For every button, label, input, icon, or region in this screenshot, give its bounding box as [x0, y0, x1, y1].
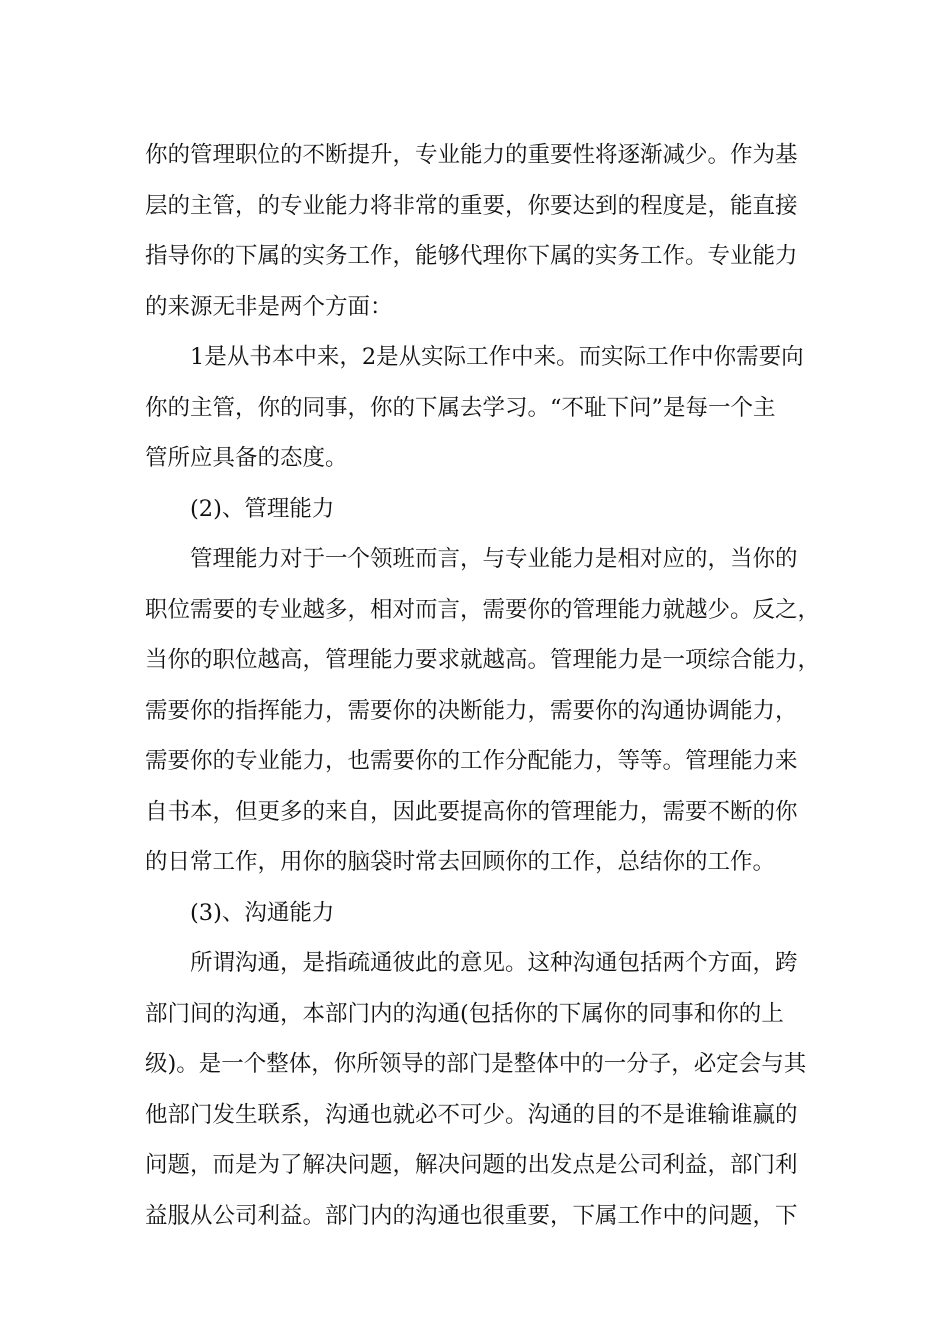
text-line: 自书本，但更多的来自，因此要提高你的管理能力，需要不断的你 [145, 798, 798, 825]
text-line: 1是从书本中来，2是从实际工作中来。而实际工作中你需要向 [190, 344, 804, 370]
text-line: 益服从公司利益。部门内的沟通也很重要，下属工作中的问题，下 [145, 1202, 798, 1229]
text-line: 层的主管，的专业能力将非常的重要，你要达到的程度是，能直接 [145, 192, 798, 219]
text-line: 需要你的专业能力，也需要你的工作分配能力，等等。管理能力来 [145, 748, 798, 774]
body-text [145, 130, 821, 1241]
text-line: 问题，而是为了解决问题，解决问题的出发点是公司利益，部门利 [145, 1152, 798, 1178]
text-line: 你的管理职位的不断提升，专业能力的重要性将逐渐减少。作为基 [145, 142, 798, 168]
text-line: 职位需要的专业越多，相对而言，需要你的管理能力就越少。反之， [145, 596, 821, 623]
section-heading-communication: (3)、沟通能力 [190, 899, 335, 926]
text-line: 管所应具备的态度。 [145, 445, 348, 471]
text-line: 部门间的沟通，本部门内的沟通(包括你的下属你的同事和你的上 [145, 1000, 784, 1027]
text-line: 管理能力对于一个领班而言，与专业能力是相对应的，当你的 [190, 546, 798, 572]
text-line: 的日常工作，用你的脑袋时常去回顾你的工作，总结你的工作。 [145, 849, 776, 875]
text-line: 当你的职位越高，管理能力要求就越高。管理能力是一项综合能力， [145, 647, 821, 673]
text-line: 级)。是一个整体，你所领导的部门是整体中的一分子，必定会与其 [145, 1051, 807, 1077]
text-line: 你的主管，你的同事，你的下属去学习。“不耻下问”是每一个主 [145, 394, 776, 421]
text-line: 所谓沟通，是指疏通彼此的意见。这种沟通包括两个方面，跨 [190, 950, 798, 976]
section-heading-management: (2)、管理能力 [190, 495, 335, 522]
text-line: 他部门发生联系，沟通也就必不可少。沟通的目的不是谁输谁赢的 [145, 1101, 798, 1128]
text-line: 的来源无非是两个方面： [145, 293, 393, 320]
text-line: 指导你的下属的实务工作，能够代理你下属的实务工作。专业能力 [145, 243, 798, 269]
text-line: 需要你的指挥能力，需要你的决断能力，需要你的沟通协调能力， [145, 697, 798, 724]
